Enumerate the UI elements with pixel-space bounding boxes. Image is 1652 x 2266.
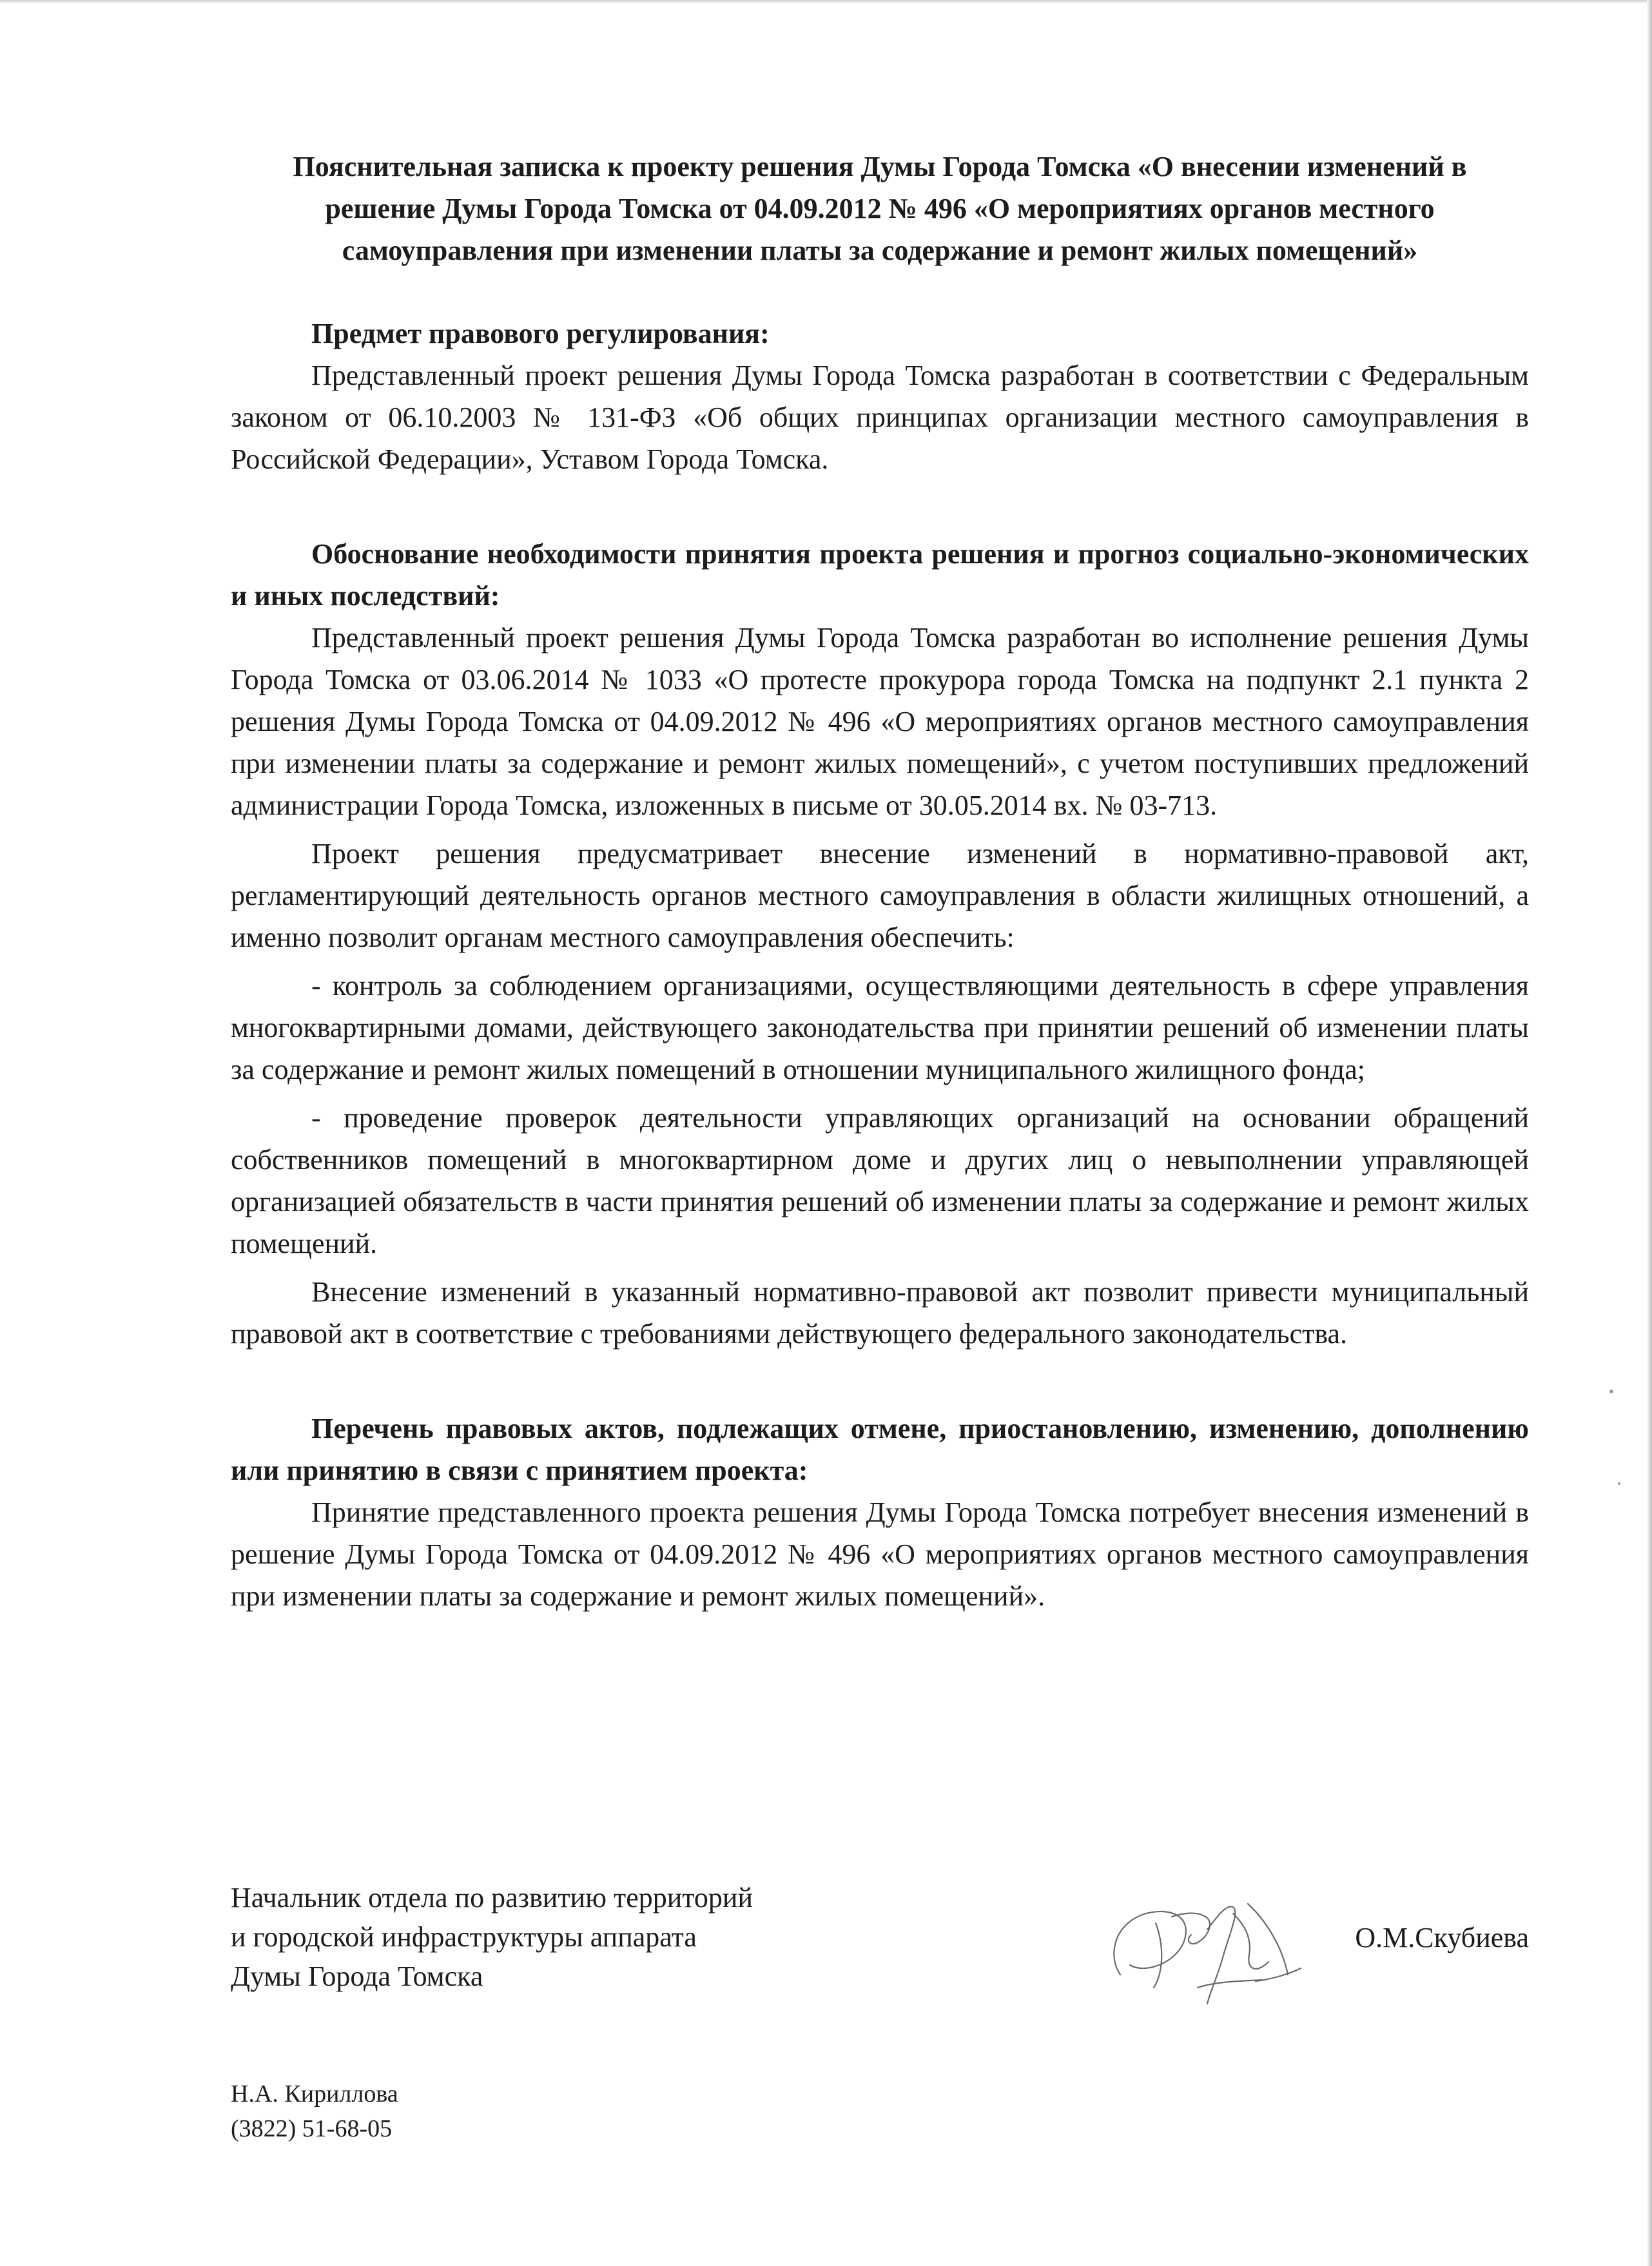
- contact-phone: (3822) 51-68-05: [231, 2115, 393, 2142]
- paragraph: Принятие представленного проекта решения Думы Города Томска потребует внесения изменений в решение Думы Города Томска от 04.09.2012 № 496 «О мероприятиях органов местного самоуправления при изменении платы за содержание и ремонт жилых помещений».: [231, 1496, 1529, 1612]
- section-heading: Перечень правовых актов, подлежащих отмене, приостановлению, изменению, дополнению или принятию в связи с принятием проекта:: [231, 1413, 1529, 1486]
- paragraph: Проект решения предусматривает внесение изменений в нормативно-правовой акт, регламентирующий деятельность органов местного самоуправления в области жилищных отношений, а именно позволит органам местного самоуправления обеспечить:: [231, 838, 1529, 953]
- paragraph: Представленный проект решения Думы Города Томска разработан во исполнение решения Думы Города Томска от 03.06.2014 № 1033 «О протесте прокурора города Томска на подпункт 2.1 пункта 2 решения Думы Города Томска от 04.09.2012 № 496 «О мероприятиях органов местного самоуправления при изменении платы за содержание и ремонт жилых помещений», с учетом поступивших предложений администрации Города Томска, изложенных в письме от 30.05.2014 вх. № 03-713.: [231, 622, 1529, 821]
- signatory-position: [231, 1878, 753, 1996]
- position-line: Начальник отдела по развитию территорий: [231, 1882, 753, 1913]
- scan-speck: [1609, 1390, 1613, 1393]
- list-item: - контроль за соблюдением организациями, осуществляющими деятельность в сфере управления многоквартирными домами, действующего законодательства при принятии решений об изменении платы за содержание и ремонт жилых помещений в отношении муниципального жилищного фонда;: [231, 970, 1529, 1085]
- signatory-name: О.М.Скубиева: [1355, 1922, 1529, 1953]
- section-heading: Предмет правового регулирования:: [311, 318, 770, 349]
- scan-top-edge: [0, 0, 1652, 4]
- contact-info: [231, 2077, 398, 2146]
- position-line: и городской инфраструктуры аппарата: [231, 1921, 697, 1953]
- document-body: [231, 146, 1529, 1617]
- list-item: - проведение проверок деятельности управляющих организаций на основании обращений собственников помещений в многоквартирном доме и других лиц о невыполнении управляющей организацией обязательств в части принятия решений об изменении платы за содержание и ремонт жилых помещений.: [231, 1102, 1529, 1259]
- contact-author: Н.А. Кириллова: [231, 2080, 398, 2107]
- section-legal-acts: [231, 1408, 1529, 1617]
- signature-block: [231, 1878, 1529, 2007]
- paragraph: Внесение изменений в указанный нормативно-правовой акт позволит привести муниципальный правовой акт в соответствие с требованиями действующего федерального законодательства.: [231, 1276, 1529, 1350]
- section-justification: [231, 533, 1529, 1355]
- scan-speck: [1618, 1482, 1620, 1485]
- document-title: Пояснительная записка к проекту решения Думы Города Томска «О внесении изменений в решение Думы Города Томска от 04.09.2012 № 496 «О мероприятиях органов местного самоуправления при изменении платы за содержание и ремонт жилых помещений»: [293, 151, 1467, 266]
- section-heading: Обоснование необходимости принятия проекта решения и прогноз социально-экономических и иных последствий:: [231, 538, 1529, 612]
- handwritten-signature: [1094, 1878, 1307, 2013]
- paragraph: Представленный проект решения Думы Города Томска разработан в соответствии с Федеральным законом от 06.10.2003 № 131-ФЗ «Об общих принципах организации местного самоуправления в Российской Федерации», Уставом Города Томска.: [231, 360, 1529, 475]
- scan-right-edge: [1647, 0, 1652, 2266]
- section-subject: [231, 313, 1529, 480]
- position-line: Думы Города Томска: [231, 1961, 483, 1992]
